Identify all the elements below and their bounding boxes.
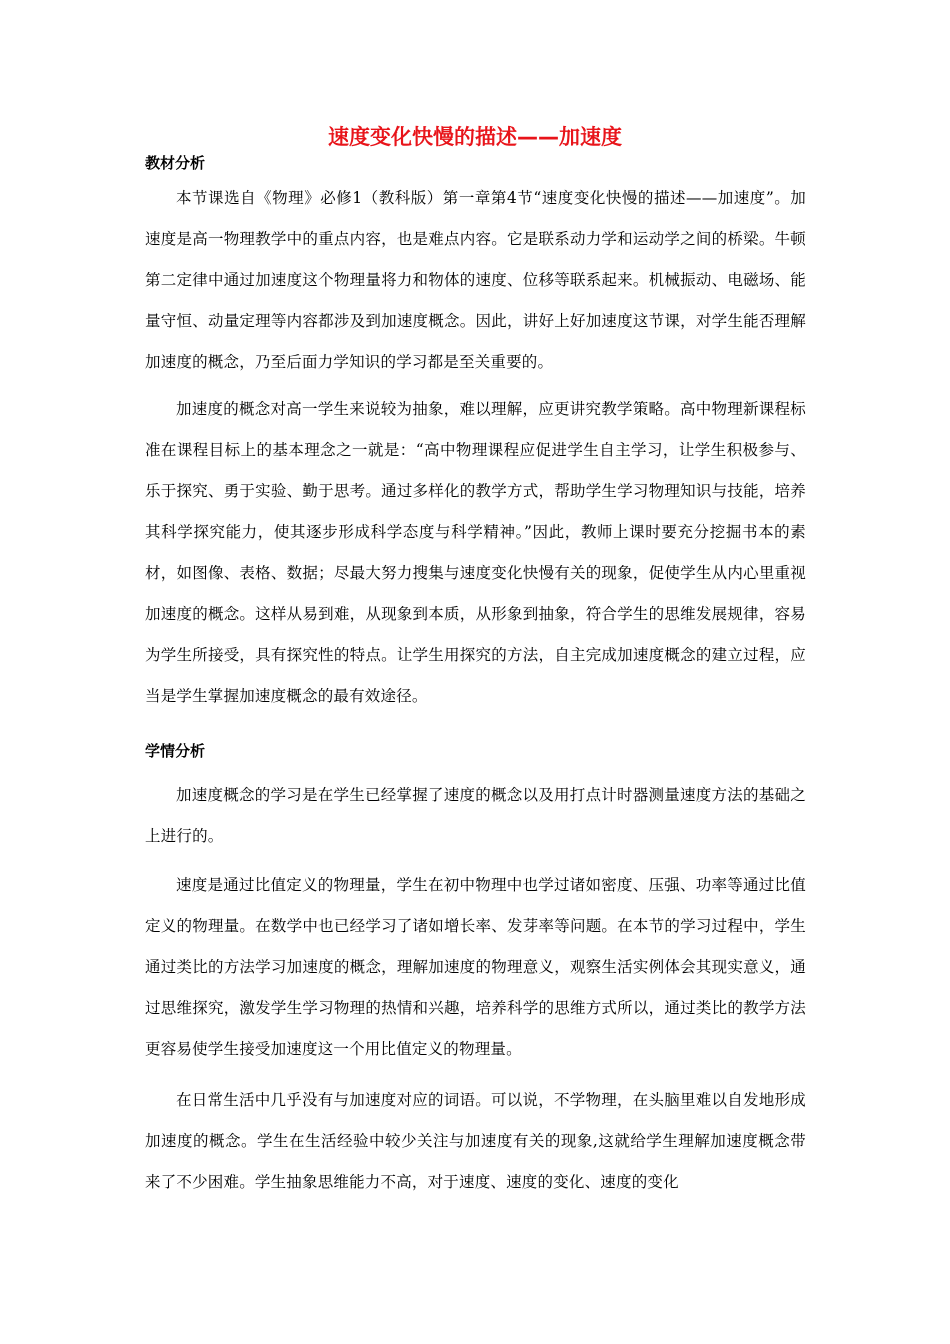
document-title: 速度变化快慢的描述——加速度 [328, 125, 622, 149]
paragraph-student-analysis-2: 速度是通过比值定义的物理量，学生在初中物理中也学过诸如密度、压强、功率等通过比值定义的物理量。在数学中也已经学习了诸如增长率、发芽率等问题。在本节的学习过程中，学生通过类比的方法学习加速度的概念，理解加速度的物理意义，观察生活实例体会其现实意义，通过思维探究，激发学生学习物理的热情和兴趣，培养科学的思维方式所以，通过类比的教学方法更容易使学生接受加速度这一个用比值定义的物理量。 [145, 876, 806, 1058]
section-heading-textbook-analysis: 教材分析 [145, 154, 206, 172]
paragraph-student-analysis-1: 加速度概念的学习是在学生已经掌握了速度的概念以及用打点计时器测量速度方法的基础之上进行的。 [145, 786, 806, 845]
paragraph-textbook-analysis-1: 本节课选自《物理》必修1（教科版）第一章第4节“速度变化快慢的描述——加速度”。加速度是高一物理教学中的重点内容，也是难点内容。它是联系动力学和运动学之间的桥梁。牛顿第二定律中通过加速度这个物理量将力和物体的速度、位移等联系起来。机械振动、电磁场、能量守恒、动量定理等内容都涉及到加速度概念。因此，讲好上好加速度这节课，对学生能否理解加速度的概念，乃至后面力学知识的学习都是至关重要的。 [145, 189, 806, 371]
paragraph-student-analysis-3: 在日常生活中几乎没有与加速度对应的词语。可以说，不学物理，在头脑里难以自发地形成加速度的概念。学生在生活经验中较少关注与加速度有关的现象,这就给学生理解加速度概念带来了不少困难。学生抽象思维能力不高，对于速度、速度的变化、速度的变化 [145, 1091, 806, 1191]
paragraph-textbook-analysis-2: 加速度的概念对高一学生来说较为抽象，难以理解，应更讲究教学策略。高中物理新课程标准在课程目标上的基本理念之一就是：“高中物理课程应促进学生自主学习，让学生积极参与、乐于探究、勇于实验、勤于思考。通过多样化的教学方式，帮助学生学习物理知识与技能，培养其科学探究能力，使其逐步形成科学态度与科学精神。”因此，教师上课时要充分挖掘书本的素材，如图像、表格、数据；尽最大努力搜集与速度变化快慢有关的现象，促使学生从内心里重视加速度的概念。这样从易到难，从现象到本质，从形象到抽象，符合学生的思维发展规律，容易为学生所接受，具有探究性的特点。让学生用探究的方法，自主完成加速度概念的建立过程，应当是学生掌握加速度概念的最有效途径。 [145, 400, 806, 705]
section-heading-student-analysis: 学情分析 [145, 742, 206, 760]
